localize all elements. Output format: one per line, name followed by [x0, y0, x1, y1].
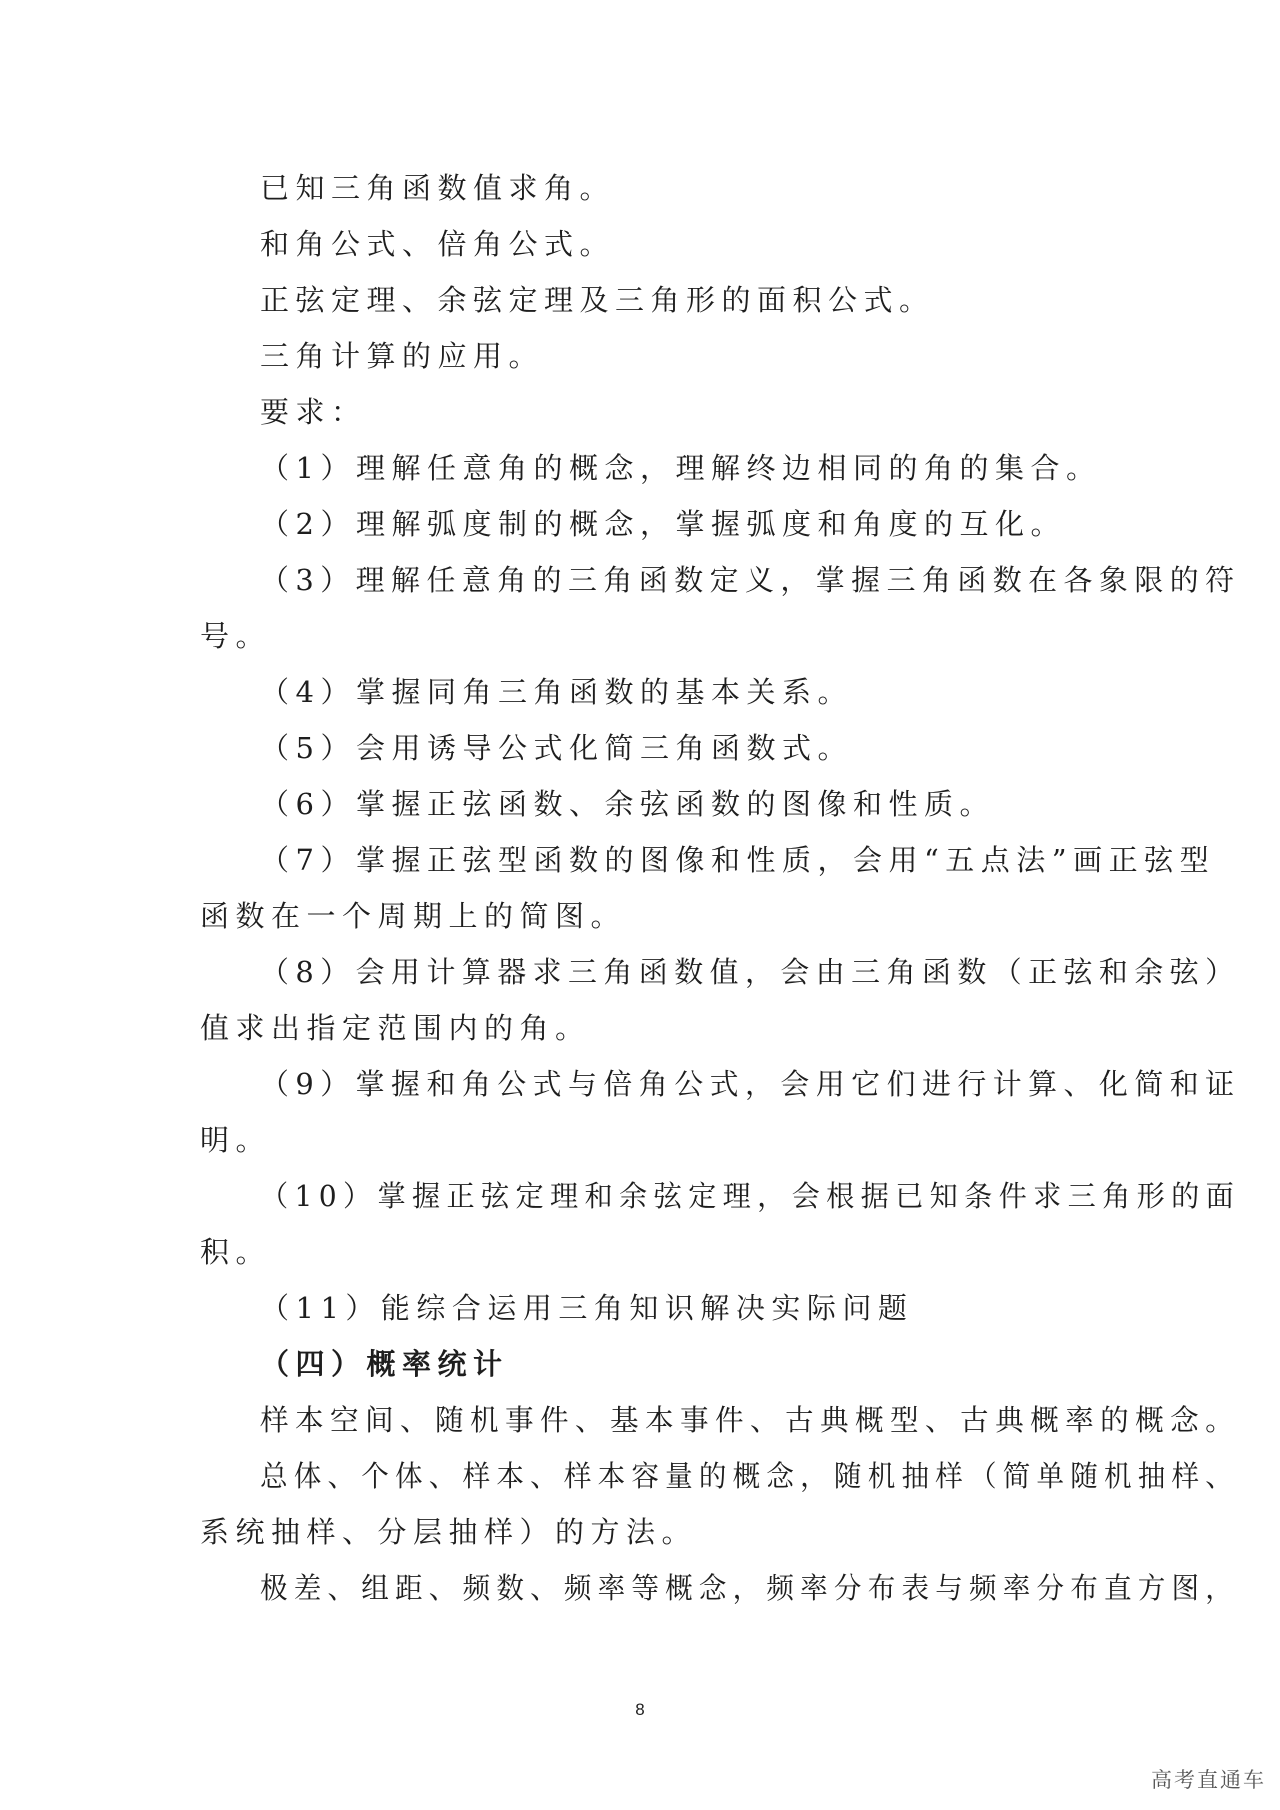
- body-line: 和角公式、倍角公式。: [260, 227, 616, 261]
- requirement-item-continued: 号。: [200, 619, 272, 653]
- requirement-item-continued: 积。: [200, 1235, 272, 1269]
- requirement-item: （8）会用计算器求三角函数值，会由三角函数（正弦和余弦）: [260, 955, 1241, 989]
- requirement-item: （5）会用诱导公式化简三角函数式。: [260, 731, 853, 765]
- requirement-item-continued: 明。: [200, 1123, 272, 1157]
- body-line: 正弦定理、余弦定理及三角形的面积公式。: [260, 283, 935, 317]
- requirement-item: （4）掌握同角三角函数的基本关系。: [260, 675, 853, 709]
- body-line: 已知三角函数值求角。: [260, 171, 616, 205]
- body-line: 极差、组距、频数、频率等概念，频率分布表与频率分布直方图，: [260, 1571, 1240, 1605]
- requirements-heading: 要求：: [260, 395, 367, 429]
- requirement-item: （1）理解任意角的概念，理解终边相同的角的集合。: [260, 451, 1102, 485]
- section-heading: （四）概率统计: [260, 1347, 509, 1381]
- requirement-item: （9）掌握和角公式与倍角公式，会用它们进行计算、化简和证: [260, 1067, 1241, 1101]
- body-line: 总体、个体、样本、样本容量的概念，随机抽样（简单随机抽样、: [260, 1459, 1240, 1493]
- requirement-item-continued: 值求出指定范围内的角。: [200, 1011, 591, 1045]
- requirement-item: （6）掌握正弦函数、余弦函数的图像和性质。: [260, 787, 995, 821]
- body-line-continued: 系统抽样、分层抽样）的方法。: [200, 1515, 698, 1549]
- page-number: 8: [635, 1700, 645, 1719]
- requirement-item: （2）理解弧度制的概念，掌握弧度和角度的互化。: [260, 507, 1066, 541]
- body-line: 三角计算的应用。: [260, 339, 545, 373]
- body-line: 样本空间、随机事件、基本事件、古典概型、古典概率的概念。: [260, 1403, 1241, 1437]
- requirement-item: （7）掌握正弦型函数的图像和性质，会用“五点法”画正弦型: [260, 843, 1216, 877]
- watermark: 高考直通车: [1151, 1768, 1266, 1792]
- requirement-item: （11）能综合运用三角知识解决实际问题: [260, 1291, 914, 1325]
- requirement-item: （3）理解任意角的三角函数定义，掌握三角函数在各象限的符: [260, 563, 1241, 597]
- requirement-item: （10）掌握正弦定理和余弦定理，会根据已知条件求三角形的面: [260, 1179, 1241, 1213]
- requirement-item-continued: 函数在一个周期上的简图。: [200, 899, 627, 933]
